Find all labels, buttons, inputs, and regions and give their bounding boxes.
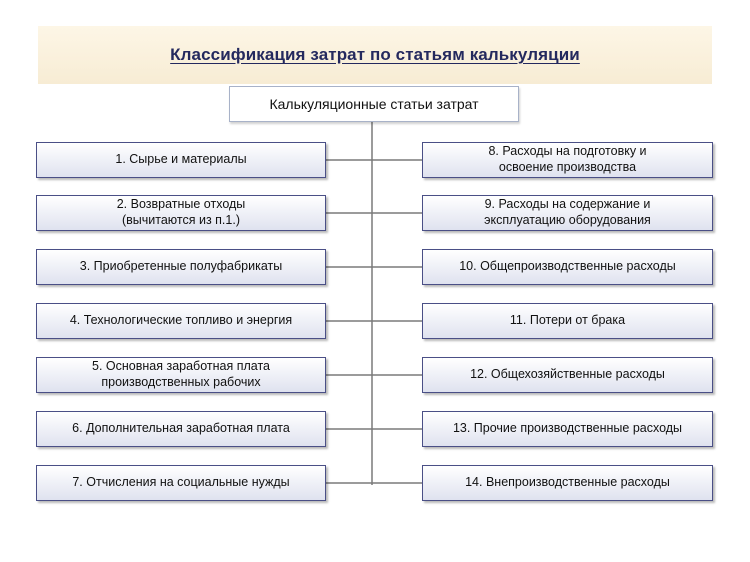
right-item-8: 8. Расходы на подготовку и освоение производства xyxy=(422,142,713,178)
left-item-4: 4. Технологические топливо и энергия xyxy=(36,303,326,339)
root-node: Калькуляционные статьи затрат xyxy=(229,86,519,122)
left-item-6: 6. Дополнительная заработная плата xyxy=(36,411,326,447)
left-item-1: 1. Сырье и материалы xyxy=(36,142,326,178)
left-item-5: 5. Основная заработная плата производственных рабочих xyxy=(36,357,326,393)
right-item-11: 11. Потери от брака xyxy=(422,303,713,339)
right-item-9: 9. Расходы на содержание и эксплуатацию оборудования xyxy=(422,195,713,231)
left-item-3: 3. Приобретенные полуфабрикаты xyxy=(36,249,326,285)
right-item-14: 14. Внепроизводственные расходы xyxy=(422,465,713,501)
right-item-12: 12. Общехозяйственные расходы xyxy=(422,357,713,393)
left-item-7: 7. Отчисления на социальные нужды xyxy=(36,465,326,501)
right-item-10: 10. Общепроизводственные расходы xyxy=(422,249,713,285)
diagram-title: Классификация затрат по статьям калькуляции xyxy=(170,45,580,64)
left-item-2: 2. Возвратные отходы (вычитаются из п.1.) xyxy=(36,195,326,231)
right-item-13: 13. Прочие производственные расходы xyxy=(422,411,713,447)
